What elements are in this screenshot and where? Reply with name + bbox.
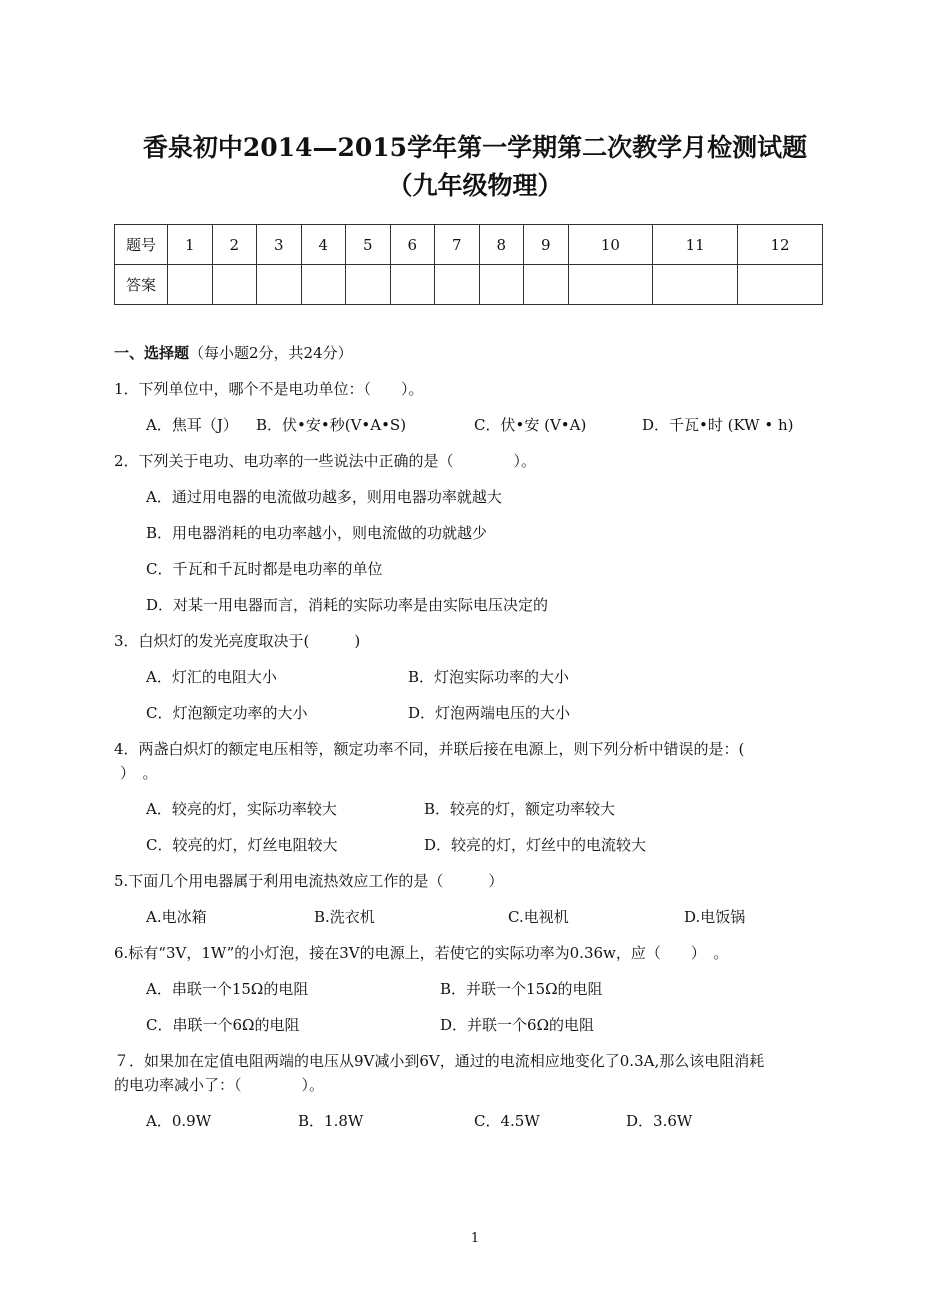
question-stem: ７．如果加在定值电阻两端的电压从9V减小到6V，通过的电流相应地变化了0.3A,那么该电阻消耗 xyxy=(114,1052,765,1070)
answer-cell xyxy=(524,265,569,305)
option: A．通过用电器的电流做功越多，则用电器功率就越大 xyxy=(146,488,502,506)
option: B．1.8W xyxy=(298,1112,364,1130)
question-stem: 5.下面几个用电器属于利用电流热效应工作的是（ ） xyxy=(114,872,504,890)
option: C．4.5W xyxy=(474,1112,540,1130)
option: B．伏•安•秒(V•A•S) xyxy=(256,416,407,434)
question-stem: 6.标有“3V，1W”的小灯泡，接在3V的电源上，若使它的实际功率为0.36w，应（ ） 。 xyxy=(114,944,729,962)
question-number-cell: 9 xyxy=(524,225,569,265)
option: B.洗衣机 xyxy=(314,908,375,926)
section-heading xyxy=(114,343,353,363)
answer-cell xyxy=(390,265,435,305)
question-number-row xyxy=(115,225,823,265)
answer-cell xyxy=(738,265,823,305)
question-number-cell: 1 xyxy=(168,225,213,265)
option: D．灯泡两端电压的大小 xyxy=(408,704,571,722)
option: D．3.6W xyxy=(626,1112,693,1130)
option: D.电饭锅 xyxy=(684,908,746,926)
answer-cell xyxy=(257,265,302,305)
question-number-cell: 7 xyxy=(435,225,480,265)
answer-table xyxy=(114,224,823,305)
option: A.电冰箱 xyxy=(146,908,207,926)
option: A．焦耳（J） xyxy=(146,416,238,434)
answer-cell xyxy=(479,265,524,305)
question-number-cell: 11 xyxy=(653,225,738,265)
option: D．较亮的灯，灯丝中的电流较大 xyxy=(424,836,647,854)
document-subtitle: （九年级物理） xyxy=(387,171,563,200)
option: A．灯汇的电阻大小 xyxy=(146,668,277,686)
option: C.电视机 xyxy=(508,908,569,926)
question-number-cell: 5 xyxy=(346,225,391,265)
question-number-cell: 2 xyxy=(212,225,257,265)
section-title: 一、选择题 xyxy=(114,344,190,362)
answer-cell xyxy=(168,265,213,305)
question-stem: 3．白炽灯的发光亮度取决于( ) xyxy=(114,632,361,650)
option: C．千瓦和千瓦时都是电功率的单位 xyxy=(146,560,383,578)
question-stem-continued: ） 。 xyxy=(120,764,158,782)
option: D．并联一个6Ω的电阻 xyxy=(440,1016,595,1034)
section-note: （每小题2分，共24分） xyxy=(189,344,353,362)
answer-cell xyxy=(346,265,391,305)
option: A．串联一个15Ω的电阻 xyxy=(146,980,309,998)
question-number-cell: 8 xyxy=(479,225,524,265)
option: B．灯泡实际功率的大小 xyxy=(408,668,570,686)
option: C．伏•安 (V•A) xyxy=(474,416,587,434)
option: B．较亮的灯，额定功率较大 xyxy=(424,800,616,818)
answer-cell xyxy=(301,265,346,305)
answer-row xyxy=(115,265,823,305)
answer-cell xyxy=(435,265,480,305)
answer-cell xyxy=(212,265,257,305)
question-stem: 1．下列单位中，哪个不是电功单位：（ ）。 xyxy=(114,380,424,398)
document-title: 香泉初中2014—2015学年第一学期第二次教学月检测试题 xyxy=(142,133,808,162)
row-label-answer: 答案 xyxy=(115,265,168,305)
question-stem: 2．下列关于电功、电功率的一些说法中正确的是（ ）。 xyxy=(114,452,537,470)
question-number-cell: 3 xyxy=(257,225,302,265)
page-number: 1 xyxy=(470,1231,480,1246)
question-number-cell: 12 xyxy=(738,225,823,265)
question-number-cell: 10 xyxy=(568,225,653,265)
option: C．较亮的灯，灯丝电阻较大 xyxy=(146,836,338,854)
option: A．较亮的灯，实际功率较大 xyxy=(146,800,337,818)
option: C．灯泡额定功率的大小 xyxy=(146,704,308,722)
row-label-number: 题号 xyxy=(115,225,168,265)
question-number-cell: 4 xyxy=(301,225,346,265)
option: B．并联一个15Ω的电阻 xyxy=(440,980,603,998)
question-stem: 4．两盏白炽灯的额定电压相等，额定功率不同，并联后接在电源上，则下列分析中错误的是：( xyxy=(114,740,745,758)
answer-cell xyxy=(653,265,738,305)
option: B．用电器消耗的电功率越小，则电流做的功就越少 xyxy=(146,524,488,542)
option: C．串联一个6Ω的电阻 xyxy=(146,1016,300,1034)
option: D．对某一用电器而言，消耗的实际功率是由实际电压决定的 xyxy=(146,596,549,614)
answer-cell xyxy=(568,265,653,305)
option: A．0.9W xyxy=(146,1112,212,1130)
option: D．千瓦•时 (KW • h) xyxy=(642,416,794,434)
question-stem-continued: 的电功率减小了：（ ）。 xyxy=(114,1076,325,1094)
question-number-cell: 6 xyxy=(390,225,435,265)
